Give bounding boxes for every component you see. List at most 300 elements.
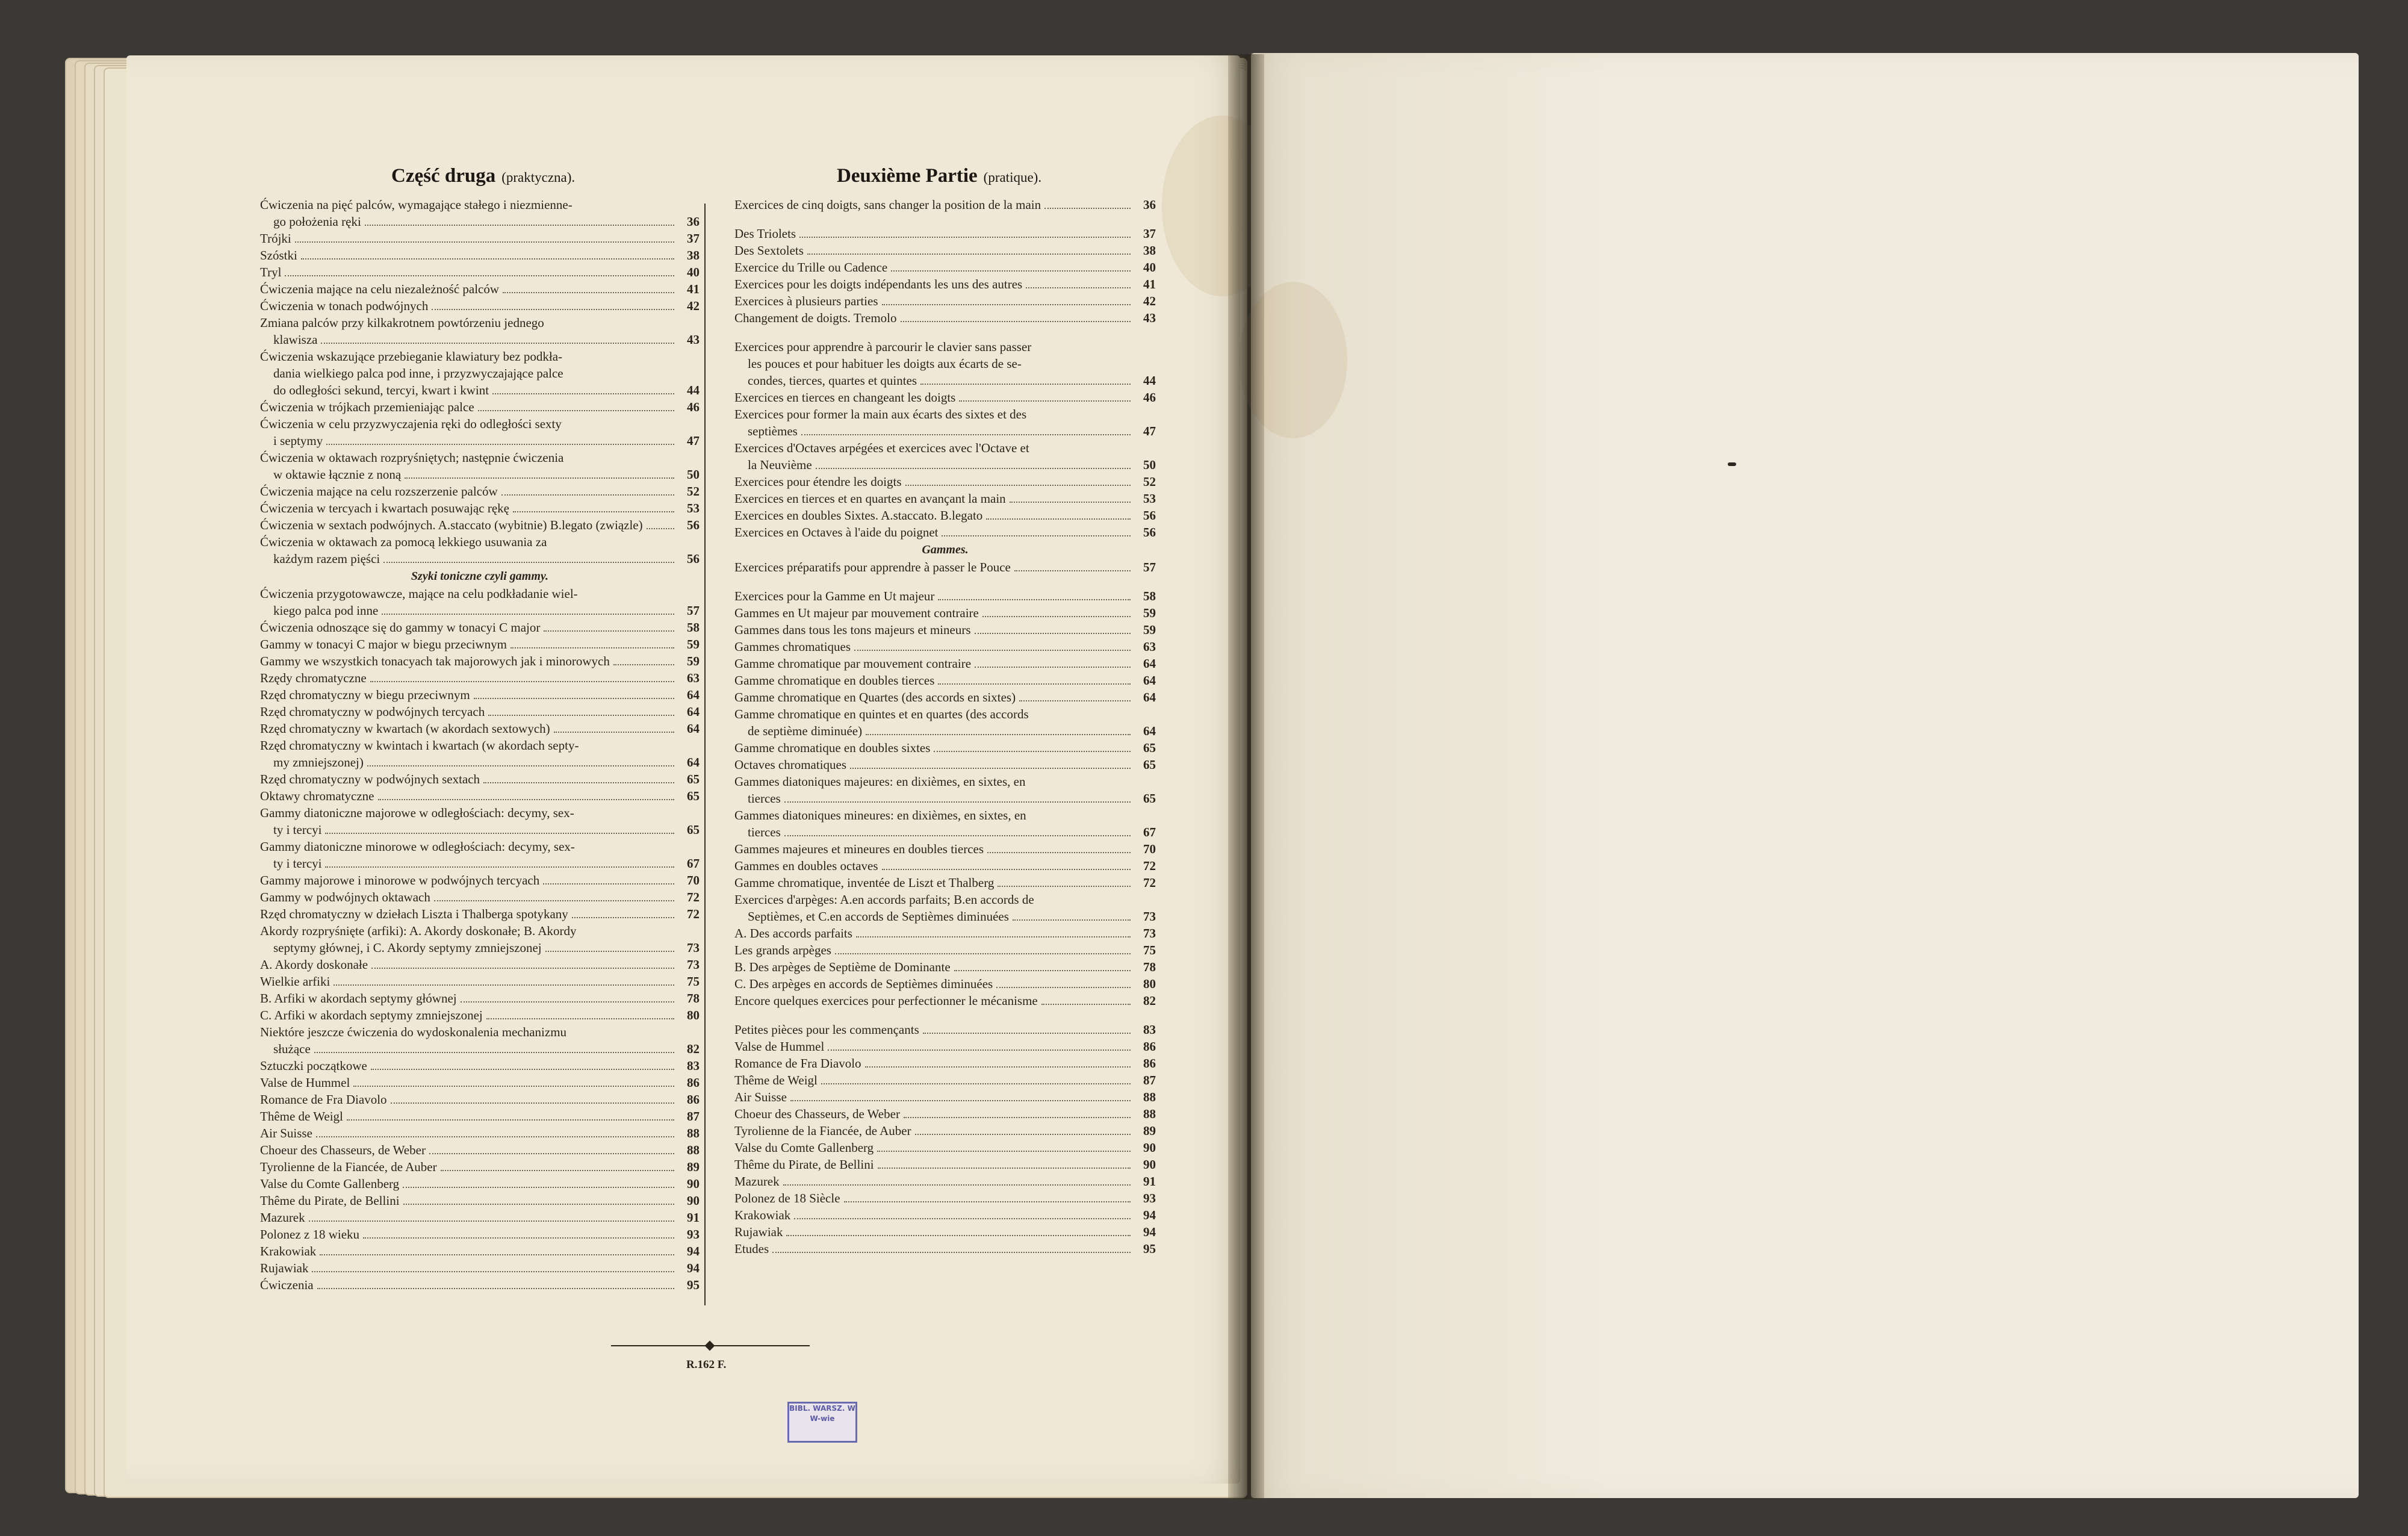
dot-leader: [474, 698, 674, 699]
dot-leader: [783, 1184, 1131, 1186]
toc-entry-title: Valse du Comte Gallenberg: [734, 1140, 874, 1155]
toc-entry-title: Valse de Hummel: [260, 1075, 350, 1090]
dot-leader: [882, 304, 1131, 305]
dot-leader: [1019, 700, 1131, 701]
toc-entry: [734, 1105, 1156, 1122]
toc-entry-title: Niektóre jeszcze ćwiczenia do wydoskonalenia mechanizmu: [260, 1025, 567, 1039]
dot-leader: [429, 1153, 674, 1154]
dot-leader: [441, 1170, 674, 1171]
toc-entry: [260, 686, 700, 703]
toc-entry: [260, 636, 700, 653]
toc-entry-title: Rzęd chromatyczny w kwintach i kwartach (w akordach septy-: [260, 738, 579, 753]
toc-entry: [260, 517, 700, 533]
dot-leader: [382, 614, 674, 615]
toc-entry: [260, 990, 700, 1007]
dot-leader: [367, 765, 674, 766]
toc-entry: [734, 309, 1156, 326]
toc-entry-title: Ćwiczenia mające na celu niezależność palców: [260, 282, 500, 296]
dot-leader: [405, 477, 674, 479]
toc-entry: [260, 483, 700, 500]
dot-leader: [790, 1100, 1131, 1101]
dot-leader: [403, 1187, 674, 1188]
toc-entry: [734, 773, 1156, 790]
toc-entry: [260, 331, 700, 348]
toc-entry: [260, 1108, 700, 1125]
toc-entry: [734, 559, 1156, 576]
toc-entry: [734, 841, 1156, 857]
toc-entry-title: B. Des arpèges de Septième de Dominante: [734, 960, 951, 974]
toc-entry-title: kiego palca pod inne: [273, 603, 379, 618]
dot-leader: [461, 1001, 674, 1003]
toc-entry: [260, 264, 700, 281]
toc-entry: [734, 490, 1156, 507]
toc-entry: [734, 959, 1156, 975]
toc-entry-title: Krakowiak: [734, 1208, 791, 1222]
page-shade: [1251, 53, 1612, 1498]
toc-entry: [260, 196, 700, 213]
toc-page-number: 86: [687, 1092, 700, 1107]
toc-entry-title: służące: [273, 1042, 311, 1056]
toc-entry-title: Octaves chromatiques: [734, 757, 847, 772]
toc-page-number: 56: [1143, 508, 1156, 523]
toc-page-number: 78: [687, 991, 700, 1006]
toc-page-number: 65: [1143, 741, 1156, 755]
toc-page-number: 52: [687, 484, 700, 499]
toc-page-number: 67: [1143, 825, 1156, 839]
toc-page-number: 88: [687, 1126, 700, 1140]
toc-entry-title: Mazurek: [734, 1174, 780, 1189]
toc-entry-title: Gammes majeures et mineures en doubles tierces: [734, 842, 984, 856]
toc-page-number: 46: [687, 400, 700, 414]
dot-leader: [365, 225, 674, 226]
toc-page-number: 64: [1143, 690, 1156, 704]
dot-leader: [483, 782, 674, 783]
toc-entry: [734, 355, 1156, 372]
toc-entry: [734, 723, 1156, 739]
toc-entry: [734, 372, 1156, 389]
toc-entry-title: tierces: [748, 791, 781, 806]
toc-entry: [260, 449, 700, 466]
toc-page-number: 41: [687, 282, 700, 296]
toc-page-number: 56: [687, 552, 700, 566]
toc-entry-title: C. Arfiki w akordach septymy zmniejszonej: [260, 1008, 483, 1022]
toc-entry: [260, 889, 700, 906]
dot-leader: [975, 667, 1131, 668]
toc-entry-title: dania wielkiego palca pod inne, i przyzwyczajające palce: [273, 366, 563, 381]
toc-entry-title: Gammy diatoniczne minorowe w odległościach: decymy, sex-: [260, 839, 575, 854]
toc-page-number: 65: [687, 822, 700, 837]
toc-entry-title: Gammes dans tous les tons majeurs et mineurs: [734, 623, 971, 637]
toc-entry-title: Rzęd chromatyczny w dziełach Liszta i Thalberga spotykany: [260, 907, 568, 921]
dot-leader: [285, 275, 674, 276]
dot-leader: [613, 664, 674, 665]
toc-entry-title: Exercice du Trille ou Cadence: [734, 260, 888, 275]
toc-page-number: 64: [1143, 656, 1156, 671]
toc-entry-title: Gammes en doubles octaves: [734, 859, 878, 873]
toc-entry-title: Valse du Comte Gallenberg: [260, 1177, 400, 1191]
toc-entry-title: Tryl: [260, 265, 282, 279]
toc-entry: [260, 1226, 700, 1243]
toc-page-number: 70: [687, 873, 700, 888]
plate-number: R.162 F.: [686, 1358, 727, 1371]
toc-page-number: 59: [1143, 606, 1156, 620]
toc-entry: [260, 1074, 700, 1091]
dot-leader: [799, 237, 1131, 238]
toc-entry-title: la Neuvième: [748, 458, 812, 472]
toc-page-number: 42: [687, 299, 700, 313]
toc-entry: [260, 1125, 700, 1142]
dot-leader: [486, 1018, 674, 1019]
toc-page-number: 64: [687, 704, 700, 719]
toc-entry-title: C. Des arpèges en accords de Septièmes diminuées: [734, 977, 993, 991]
toc-section-title: Gammes.: [922, 543, 969, 556]
dot-leader: [1041, 1004, 1131, 1005]
toc-entry: [260, 922, 700, 939]
toc-entry: [734, 739, 1156, 756]
toc-page-number: 63: [1143, 639, 1156, 654]
toc-entry-title: ty i tercyi: [273, 856, 322, 871]
toc-page-number: 86: [1143, 1039, 1156, 1054]
toc-entry-title: Oktawy chromatyczne: [260, 789, 374, 803]
toc-entry-title: Exercices en tierces et en quartes en avançant la main: [734, 491, 1006, 506]
heading-title: Część druga: [391, 165, 496, 187]
toc-page-number: 72: [687, 907, 700, 921]
dot-leader: [850, 768, 1131, 769]
toc-entry-title: Romance de Fra Diavolo: [734, 1056, 861, 1071]
toc-page-number: 64: [687, 688, 700, 702]
dot-leader: [942, 535, 1131, 536]
toc-entry: [734, 1072, 1156, 1089]
toc-entry: [260, 1192, 700, 1209]
toc-entry: [734, 242, 1156, 259]
toc-page-number: 78: [1143, 960, 1156, 974]
dot-leader: [513, 511, 674, 512]
toc-page-number: 87: [687, 1109, 700, 1124]
toc-entry-title: Exercices en Octaves à l'aide du poignet: [734, 525, 939, 539]
toc-entry-title: my zmniejszonej): [273, 755, 364, 770]
dot-leader: [316, 1136, 674, 1137]
dot-leader: [920, 384, 1131, 385]
heading-title: Deuxième Partie: [837, 165, 978, 187]
toc-entry-title: Rzęd chromatyczny w biegu przeciwnym: [260, 688, 470, 702]
toc-entry-title: Gamme chromatique par mouvement contraire: [734, 656, 972, 671]
dot-leader: [878, 1168, 1131, 1169]
toc-entry-title: Air Suisse: [260, 1126, 312, 1140]
toc-entry-title: Gammes chromatiques: [734, 639, 851, 654]
toc-page-number: 94: [687, 1261, 700, 1275]
toc-entry-title: Rujawiak: [260, 1261, 309, 1275]
toc-entry-title: Rzęd chromatyczny w podwójnych sextach: [260, 772, 480, 786]
toc-page-number: 38: [687, 248, 700, 263]
toc-page-number: 90: [1143, 1140, 1156, 1155]
toc-entry-title: Gamme chromatique, inventée de Liszt et Thalberg: [734, 875, 995, 890]
toc-entry-title: Exercices de cinq doigts, sans changer la position de la main: [734, 197, 1041, 212]
dot-leader: [801, 434, 1131, 435]
dot-leader: [1013, 919, 1131, 921]
toc-entry: [734, 276, 1156, 293]
dot-leader: [938, 599, 1131, 600]
toc-entry-title: Ćwiczenia w oktawach za pomocą lekkiego usuwania za: [260, 535, 547, 549]
toc-page-number: 57: [1143, 560, 1156, 574]
toc-entry-title: Exercices d'arpèges: A.en accords parfaits; B.en accords de: [734, 892, 1034, 907]
toc-entry: [260, 1175, 700, 1192]
toc-page-number: 38: [1143, 243, 1156, 258]
toc-entry-title: Etudes: [734, 1242, 769, 1256]
dot-leader: [982, 616, 1131, 617]
dot-leader: [363, 1237, 674, 1239]
toc-entry: [734, 423, 1156, 440]
toc-entry-title: Szóstki: [260, 248, 297, 263]
toc-entry-title: A. Akordy doskonałe: [260, 957, 368, 972]
toc-entry-title: Ćwiczenia w trójkach przemieniając palce: [260, 400, 474, 414]
dot-leader: [544, 630, 674, 632]
toc-page-number: 72: [1143, 875, 1156, 890]
toc-page-number: 46: [1143, 390, 1156, 405]
toc-entry-title: Exercices pour étendre les doigts: [734, 474, 902, 489]
toc-entry-title: do odległości sekund, tercyi, kwart i kwint: [273, 383, 489, 397]
toc-entry-title: Gamme chromatique en doubles tierces: [734, 673, 935, 688]
toc-page-number: 89: [687, 1160, 700, 1174]
dot-leader: [959, 400, 1131, 402]
toc-entry: [734, 507, 1156, 524]
toc-entry-title: Gamme chromatique en quintes et en quartes (des accords: [734, 707, 1029, 721]
toc-entry-title: Rzęd chromatyczny w kwartach (w akordach sextowych): [260, 721, 550, 736]
dot-leader: [383, 562, 674, 563]
toc-entry: [260, 415, 700, 432]
toc-entry: [734, 756, 1156, 773]
toc-page-number: 86: [1143, 1056, 1156, 1071]
toc-entry-title: Encore quelques exercices pour perfectionner le mécanisme: [734, 993, 1038, 1008]
toc-entry: [260, 838, 700, 855]
toc-page-number: 65: [687, 772, 700, 786]
toc-entry: [260, 365, 700, 382]
toc-entry: [260, 1091, 700, 1108]
toc-entry: [260, 619, 700, 636]
toc-entry-title: Choeur des Chasseurs, de Weber: [260, 1143, 426, 1157]
toc-page-number: 88: [687, 1143, 700, 1157]
toc-entry: [260, 314, 700, 331]
toc-page-number: 56: [1143, 525, 1156, 539]
toc-page-number: 93: [1143, 1191, 1156, 1205]
toc-entry-title: Ćwiczenia w celu przyzwyczajenia ręki do odległości sexty: [260, 417, 562, 431]
dot-leader: [492, 393, 674, 394]
dot-leader: [295, 241, 674, 243]
toc-page-number: 83: [687, 1059, 700, 1073]
toc-page-number: 37: [687, 231, 700, 246]
toc-entry: [260, 466, 700, 483]
toc-page-number: 40: [687, 265, 700, 279]
dot-leader: [1044, 208, 1131, 209]
toc-entry-title: Changement de doigts. Tremolo: [734, 311, 897, 325]
toc-page-number: 40: [1143, 260, 1156, 275]
dot-leader: [554, 732, 674, 733]
heading-subtitle: (pratique).: [983, 170, 1042, 185]
dot-leader: [784, 801, 1131, 803]
toc-entry: [734, 1122, 1156, 1139]
toc-page-number: 80: [1143, 977, 1156, 991]
toc-page-number: 36: [687, 214, 700, 229]
toc-entry-title: Thême de Weigl: [734, 1073, 818, 1087]
toc-entry-title: Thême de Weigl: [260, 1109, 343, 1124]
toc-entry: [734, 389, 1156, 406]
toc-page-number: 64: [1143, 724, 1156, 738]
dot-leader: [510, 647, 674, 648]
toc-entry-title: Gammes en Ut majeur par mouvement contraire: [734, 606, 979, 620]
dot-leader: [938, 683, 1131, 685]
toc-page-number: 88: [1143, 1090, 1156, 1104]
toc-entry: [734, 406, 1156, 423]
toc-entry: [260, 804, 700, 821]
toc-entry: [734, 440, 1156, 456]
toc-page-number: 70: [1143, 842, 1156, 856]
dot-leader: [370, 681, 674, 682]
toc-entry-title: Exercices à plusieurs parties: [734, 294, 878, 308]
toc-entry: [260, 500, 700, 517]
toc-entry-title: Des Sextolets: [734, 243, 804, 258]
toc-entry-title: Polonez z 18 wieku: [260, 1227, 360, 1242]
toc-entry-title: Gammy w tonacyi C major w biegu przeciwnym: [260, 637, 507, 651]
dot-leader: [391, 1102, 674, 1104]
toc-entry: [734, 857, 1156, 874]
toc-entry-title: Thême du Pirate, de Bellini: [734, 1157, 874, 1172]
toc-entry: [734, 689, 1156, 706]
toc-entry: [734, 225, 1156, 242]
toc-entry-title: Rzęd chromatyczny w podwójnych tercyach: [260, 704, 485, 719]
toc-entry-title: Gammy w podwójnych oktawach: [260, 890, 430, 904]
toc-entry: [260, 399, 700, 415]
toc-page-number: 37: [1143, 226, 1156, 241]
dot-leader: [821, 1083, 1131, 1084]
toc-entry-title: ty i tercyi: [273, 822, 322, 837]
toc-page-number: 94: [687, 1244, 700, 1258]
toc-page-number: 36: [1143, 197, 1156, 212]
toc-page-number: 65: [1143, 757, 1156, 772]
toc-entry-title: Septièmes, et C.en accords de Septièmes diminuées: [748, 909, 1009, 924]
toc-page-number: 64: [687, 755, 700, 770]
toc-page-number: 43: [1143, 311, 1156, 325]
toc-entry-title: Exercices d'Octaves arpégées et exercices avec l'Octave et: [734, 441, 1029, 455]
dot-leader: [954, 970, 1131, 971]
toc-entry: [260, 939, 700, 956]
toc-entry-title: Exercices en doubles Sixtes. A.staccato. B.legato: [734, 508, 983, 523]
toc-entry-title: Petites pièces pour les commençants: [734, 1022, 919, 1037]
toc-entry: [734, 992, 1156, 1009]
toc-page-number: 50: [687, 467, 700, 482]
dot-leader: [1026, 287, 1131, 288]
toc-entry: [734, 1173, 1156, 1190]
toc-entry: [734, 824, 1156, 841]
dot-leader: [934, 751, 1131, 752]
toc-page-number: 47: [1143, 424, 1156, 438]
ornament-rule: [611, 1344, 810, 1348]
toc-entry: [734, 891, 1156, 908]
toc-entry: [260, 1158, 700, 1175]
toc-page-number: 86: [687, 1075, 700, 1090]
toc-page-number: 90: [1143, 1157, 1156, 1172]
heading-subtitle: (praktyczna).: [501, 170, 576, 185]
toc-entry-title: Exercices pour former la main aux écarts des sixtes et des: [734, 407, 1027, 421]
toc-page-number: 53: [1143, 491, 1156, 506]
toc-entry-title: Ćwiczenia: [260, 1278, 314, 1292]
toc-entry: [260, 348, 700, 365]
toc-entry: [260, 1024, 700, 1040]
toc-entry-title: tierces: [748, 825, 781, 839]
toc-entry-title: Exercices préparatifs pour apprendre à passer le Pouce: [734, 560, 1011, 574]
toc-page-number: 59: [687, 654, 700, 668]
toc-entry: [734, 908, 1156, 925]
toc-entry: [260, 788, 700, 804]
toc-page-number: 80: [687, 1008, 700, 1022]
dot-leader: [915, 1134, 1131, 1135]
toc-entry-title: Ćwiczenia w tonach podwójnych: [260, 299, 429, 313]
dot-leader: [891, 270, 1131, 272]
toc-entry: [734, 524, 1156, 541]
toc-entry-title: Rzędy chromatyczne: [260, 671, 367, 685]
ink-mark: [1728, 462, 1736, 466]
toc-page-number: 65: [1143, 791, 1156, 806]
dot-leader: [503, 292, 674, 293]
toc-entry: [734, 1021, 1156, 1038]
dot-leader: [501, 494, 674, 496]
toc-page-number: 95: [687, 1278, 700, 1292]
toc-entry: [734, 1055, 1156, 1072]
toc-entry: [260, 1142, 700, 1158]
toc-entry: [260, 297, 700, 314]
toc-page-number: 41: [1143, 277, 1156, 291]
toc-entry: [260, 906, 700, 922]
toc-entry: [260, 533, 700, 550]
toc-entry-title: Zmiana palców przy kilkakrotnem powtórzeniu jednego: [260, 316, 544, 330]
toc-entry: [260, 737, 700, 754]
toc-entry-title: Exercices pour apprendre à parcourir le clavier sans passer: [734, 340, 1032, 354]
polish-toc: [260, 196, 700, 1293]
toc-entry: [260, 855, 700, 872]
toc-gap: [734, 576, 1156, 588]
toc-entry-title: de septième diminuée): [748, 724, 863, 738]
toc-entry: [260, 653, 700, 670]
dot-leader: [301, 258, 674, 260]
toc-entry-title: Gammes diatoniques mineures: en dixièmes, en sixtes, en: [734, 808, 1026, 822]
toc-page-number: 75: [1143, 943, 1156, 957]
dot-leader: [325, 866, 674, 868]
toc-entry: [734, 456, 1156, 473]
toc-page-number: 73: [687, 957, 700, 972]
toc-entry-title: condes, tierces, quartes et quintes: [748, 373, 917, 388]
toc-entry-title: w oktawie łącznie z noną: [273, 467, 402, 482]
dot-leader: [326, 444, 674, 445]
toc-entry-title: Ćwiczenia odnoszące się do gammy w tonacyi C major: [260, 620, 541, 635]
toc-page-number: 58: [687, 620, 700, 635]
toc-entry: [734, 1207, 1156, 1224]
toc-entry-title: Tyrolienne de la Fiancée, de Auber: [734, 1124, 911, 1138]
dot-leader: [378, 799, 674, 800]
toc-page-number: 94: [1143, 1225, 1156, 1239]
toc-entry: [260, 821, 700, 838]
toc-page-number: 88: [1143, 1107, 1156, 1121]
toc-entry-title: les pouces et pour habituer les doigts aux écarts de se-: [748, 356, 1022, 371]
dot-leader: [986, 518, 1131, 520]
toc-page-number: 90: [687, 1177, 700, 1191]
french-toc: [734, 196, 1156, 1257]
toc-entry-title: Ćwiczenia w tercyach i kwartach posuwając rękę: [260, 501, 509, 515]
toc-entry-title: Gammes diatoniques majeures: en dixièmes, en sixtes, en: [734, 774, 1026, 789]
toc-entry-title: Gamme chromatique en Quartes (des accords en sixtes): [734, 690, 1016, 704]
toc-entry-title: A. Des accords parfaits: [734, 926, 852, 941]
toc-entry-title: septièmes: [748, 424, 798, 438]
dot-leader: [772, 1252, 1131, 1253]
toc-entry-title: B. Arfiki w akordach septymy głównej: [260, 991, 457, 1006]
dot-leader: [347, 1119, 674, 1121]
